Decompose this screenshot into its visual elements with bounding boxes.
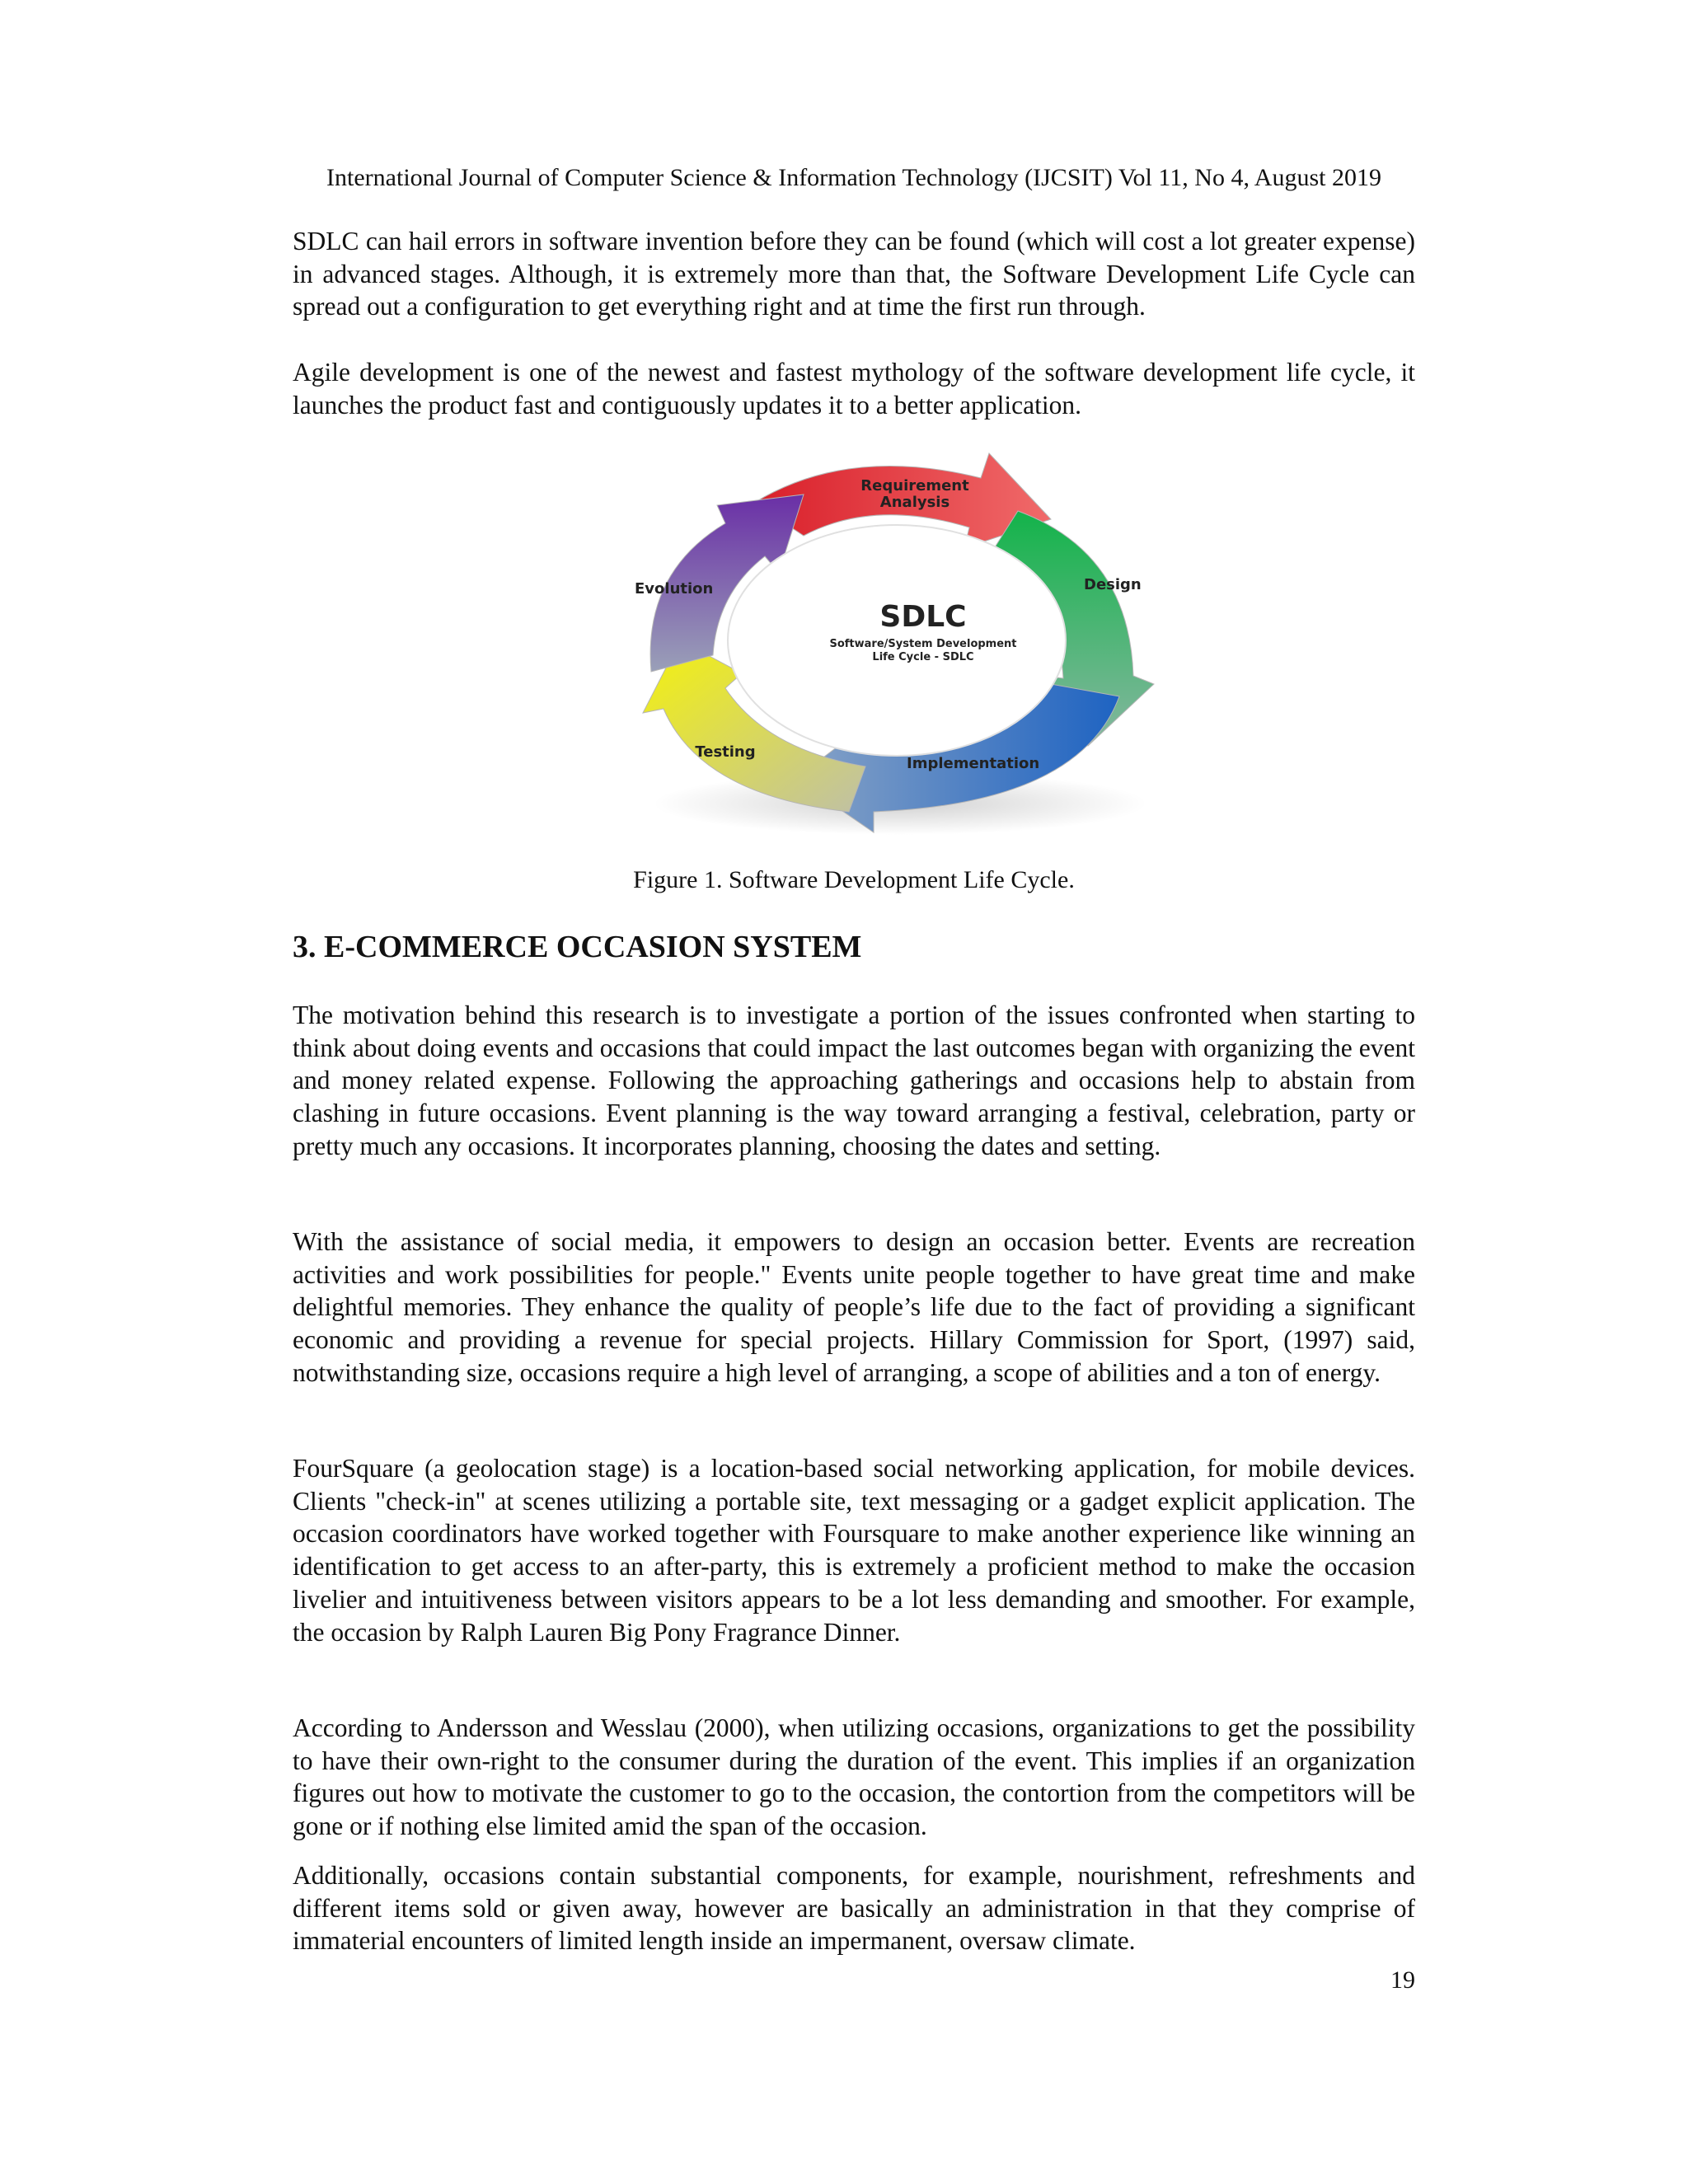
page-number: 19 [1390,1966,1415,1994]
journal-header: International Journal of Computer Science & Information Technology (IJCSIT) Vol 11, No 4, August 2019 [326,164,1381,191]
section-number: 3. [293,930,316,964]
paragraph-2: Agile development is one of the newest and fastest mythology of the software development life cycle, it launches the product fast and contiguously updates it to a better application. [293,358,1415,419]
sdlc-figure [602,449,1195,843]
paragraph-1: SDLC can hail errors in software invention before they can be found (which will cost a lot greater expense) in advanced stages. Although, it is extremely more than that, the Software Development Life Cycle can spread out a configuration to get everything right and at time the first run through. [293,227,1415,321]
stage-label-testing: Testing [695,743,756,761]
stage-label-requirement-2: Analysis [879,494,950,511]
sdlc-center-subtitle-2: Life Cycle - SDLC [872,651,974,663]
section-title-o: O [556,930,581,964]
paragraph-4: With the assistance of social media, it empowers to design an occasion better. Events are recreation activities and work possibilities for people." Events unite people together to have great time and make delightful memories. They enhance the quality of people’s life due to the fact of providing a significant economic and providing a revenue for special projects. Hillary Commission for Sport, (1997) said, notwithstanding size, occasions require a high level of arranging, a scope of abilities and a ton of energy. [293,1227,1415,1387]
stage-label-design: Design [1084,576,1142,593]
figure-caption: Figure 1. Software Development Life Cycle. [633,866,1075,893]
section-title-part1: OMMERCE [377,930,549,964]
stage-label-evolution: Evolution [635,580,714,598]
paragraph-7: Additionally, occasions contain substantial components, for example, nourishment, refreshments and different items sold or given away, however are basically an administration in that they comprise of immaterial encounters of limited length inside an impermanent, oversaw climate. [293,1861,1415,1956]
paragraph-3: The motivation behind this research is to investigate a portion of the issues confronted when starting to think about doing events and occasions that could impact the last outcomes began with organizing the event and money related expense. Following the approaching gatherings and occasions help to abstain from clashing in future occasions. Event planning is the way toward arranging a festival, celebration, party or pretty much any occasions. It incorporates planning, choosing the dates and setting. [293,1001,1415,1160]
section-title-part3: YSTEM [750,930,862,964]
sdlc-center-title: SDLC [879,600,967,634]
sdlc-cycle-diagram [602,449,1195,843]
paper-page [293,0,1415,2184]
sdlc-center-subtitle-1: Software/System Development [829,638,1017,650]
stage-label-requirement-1: Requirement [860,477,969,494]
section-heading [293,928,861,966]
section-title-s: S [733,930,751,964]
paragraph-6: According to Andersson and Wesslau (2000), when utilizing occasions, organizations to get the possibility to have their own-right to the consumer during the duration of the event. This implies if an organization figures out how to motivate the customer to go to the occasion, the contortion from the competitors will be gone or if nothing else limited amid the span of the occasion. [293,1713,1415,1841]
stage-label-implementation: Implementation [907,755,1040,772]
section-title-prefix: E-C [324,930,378,964]
section-title-part2: CCASION [580,930,725,964]
paragraph-5: FourSquare (a geolocation stage) is a location-based social networking application, for mobile devices. Clients "check-in" at scenes utilizing a portable site, text messaging or a gadget explicit application. The occasion coordinators have worked together with Foursquare to make another experience like winning an identification to get access to an after-party, this is extremely a proficient method to make the occasion livelier and intuitiveness between visitors appears to be a lot less demanding and smoother. For example, the occasion by Ralph Lauren Big Pony Fragrance Dinner. [293,1454,1415,1647]
